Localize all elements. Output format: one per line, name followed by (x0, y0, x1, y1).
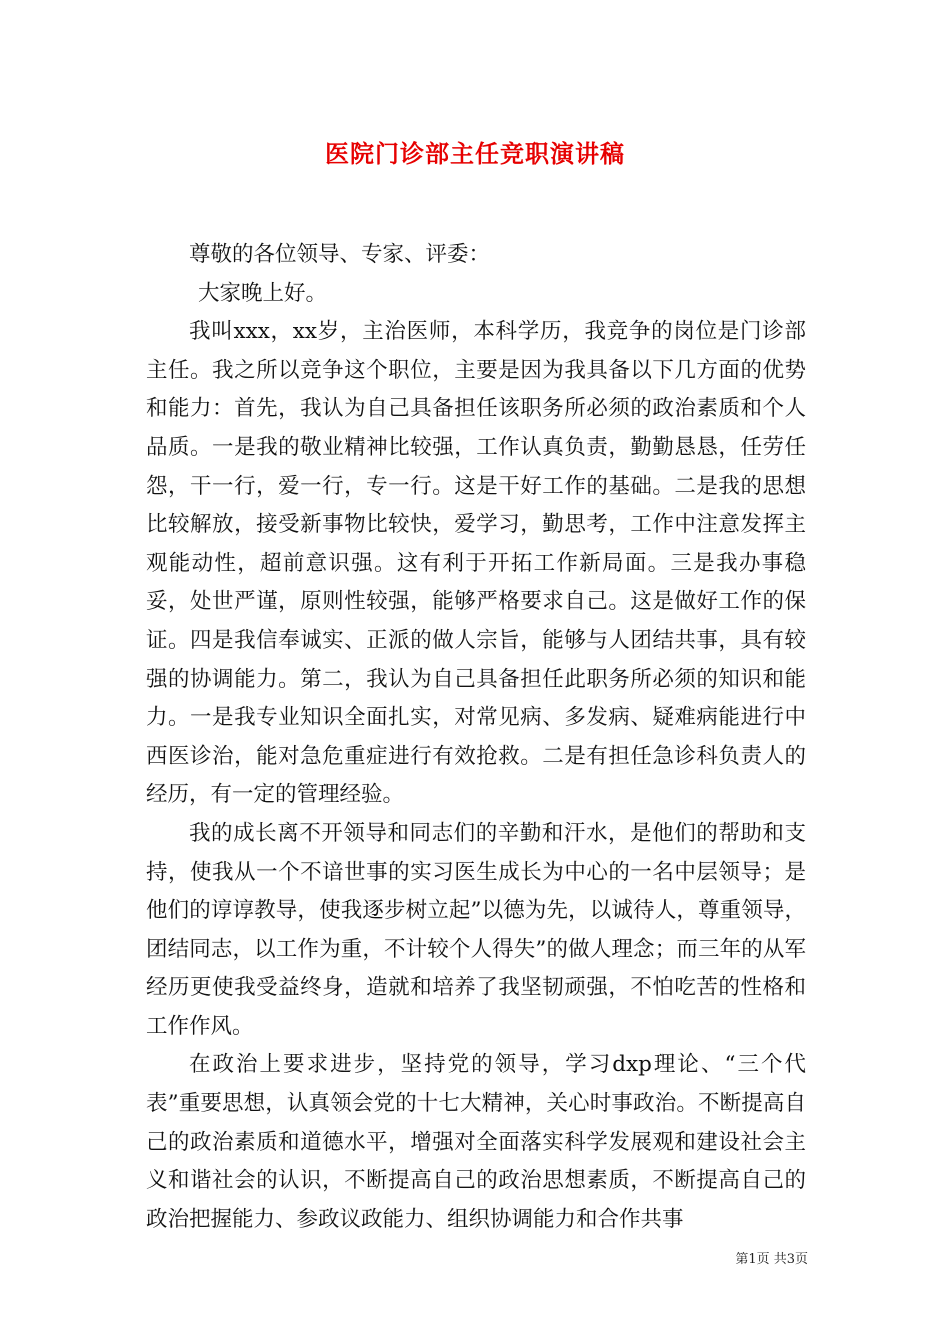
document-body (146, 236, 806, 1239)
document-title: 医院门诊部主任竞职演讲稿 (325, 139, 625, 168)
salutation: 尊敬的各位领导、专家、评委： (189, 242, 491, 267)
paragraph: 我叫xxx，xx岁，主治医师，本科学历，我竞争的岗位是门诊部主任。我之所以竞争这个职位，主要是因为我具备以下几方面的优势和能力：首先，我认为自己具备担任该职务所必须的政治素质和个人品质。一是我的敬业精神比较强，工作认真负责，勤勤恳恳，任劳任怨，干一行，爱一行，专一行。这是干好工作的基础。二是我的思想比较解放，接受新事物比较快，爱学习，勤思考，工作中注意发挥主观能动性，超前意识强。这有利于开拓工作新局面。三是我办事稳妥，处世严谨，原则性较强，能够严格要求自己。这是做好工作的保证。四是我信奉诚实、正派的做人宗旨，能够与人团结共事，具有较强的协调能力。第二，我认为自己具备担任此职务所必须的知识和能力。一是我专业知识全面扎实，对常见病、多发病、疑难病能进行中西医诊治，能对急危重症进行有效抢救。二是有担任急诊科负责人的经历，有一定的管理经验。 (146, 319, 806, 808)
paragraph: 我的成长离不开领导和同志们的辛勤和汗水，是他们的帮助和支持，使我从一个不谙世事的实习医生成长为中心的一名中层领导；是他们的谆谆教导，使我逐步树立起”以德为先，以诚待人，尊重领导，团结同志，以工作为重，不计较个人得失”的做人理念；而三年的从军经历更使我受益终身，造就和培养了我坚韧顽强，不怕吃苦的性格和工作作风。 (146, 820, 806, 1039)
greeting: 大家晚上好。 (198, 280, 328, 306)
paragraph: 在政治上要求进步，坚持党的领导，学习dxp理论、“三个代表”重要思想，认真领会党的十七大精神，关心时事政治。不断提高自己的政治素质和道德水平，增强对全面落实科学发展观和建设社会主义和谐社会的认识，不断提高自己的政治思想素质，不断提高自己的政治把握能力、参政议政能力、组织协调能力和合作共事 (146, 1052, 806, 1232)
page-footer: 第1页 共3页 (735, 1252, 808, 1267)
